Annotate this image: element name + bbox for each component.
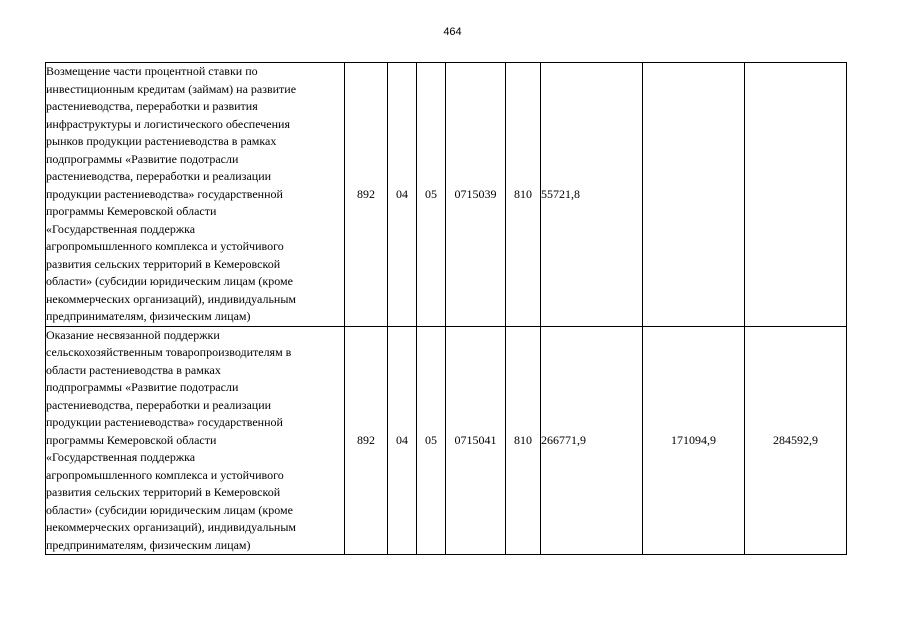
table-row [46,63,847,327]
expense-type-code: 810 [506,63,541,327]
ministry-code: 892 [345,63,388,327]
table-row [46,326,847,555]
page-number: 464 [443,26,462,38]
expense-type-code: 810 [506,326,541,555]
target-article-code: 0715041 [446,326,506,555]
row-description: Оказание несвязанной поддержки сельскохозяйственным товаропроизводителям в области растениеводства в рамках подпрограммы «Развитие подотрасли растениеводства, переработки и реализации продукции растениеводства» государственной программы Кемеровской области «Государственная поддержка агропромышленного комплекса и устойчивого развития сельских территорий в Кемеровской области» (субсидии юридическим лицам (кроме некоммерческих организаций), индивидуальным предпринимателям, физическим лицам) [46,326,345,555]
amount-year-3 [745,63,847,327]
budget-table [45,62,847,555]
section-code: 04 [388,63,417,327]
amount-year-2 [643,63,745,327]
amount-year-1: 266771,9 [541,326,643,555]
amount-year-2: 171094,9 [643,326,745,555]
subsection-code: 05 [417,63,446,327]
row-description: Возмещение части процентной ставки по инвестиционным кредитам (займам) на развитие растениеводства, переработки и развития инфраструктуры и логистического обеспечения рынков продукции растениеводства в рамках подпрограммы «Развитие подотрасли растениеводства, переработки и реализации продукции растениеводства» государственной программы Кемеровской области «Государственная поддержка агропромышленного комплекса и устойчивого развития сельских территорий в Кемеровской области» (субсидии юридическим лицам (кроме некоммерческих организаций), индивидуальным предпринимателям, физическим лицам) [46,63,345,327]
subsection-code: 05 [417,326,446,555]
section-code: 04 [388,326,417,555]
amount-year-1: 55721,8 [541,63,643,327]
ministry-code: 892 [345,326,388,555]
target-article-code: 0715039 [446,63,506,327]
amount-year-3: 284592,9 [745,326,847,555]
